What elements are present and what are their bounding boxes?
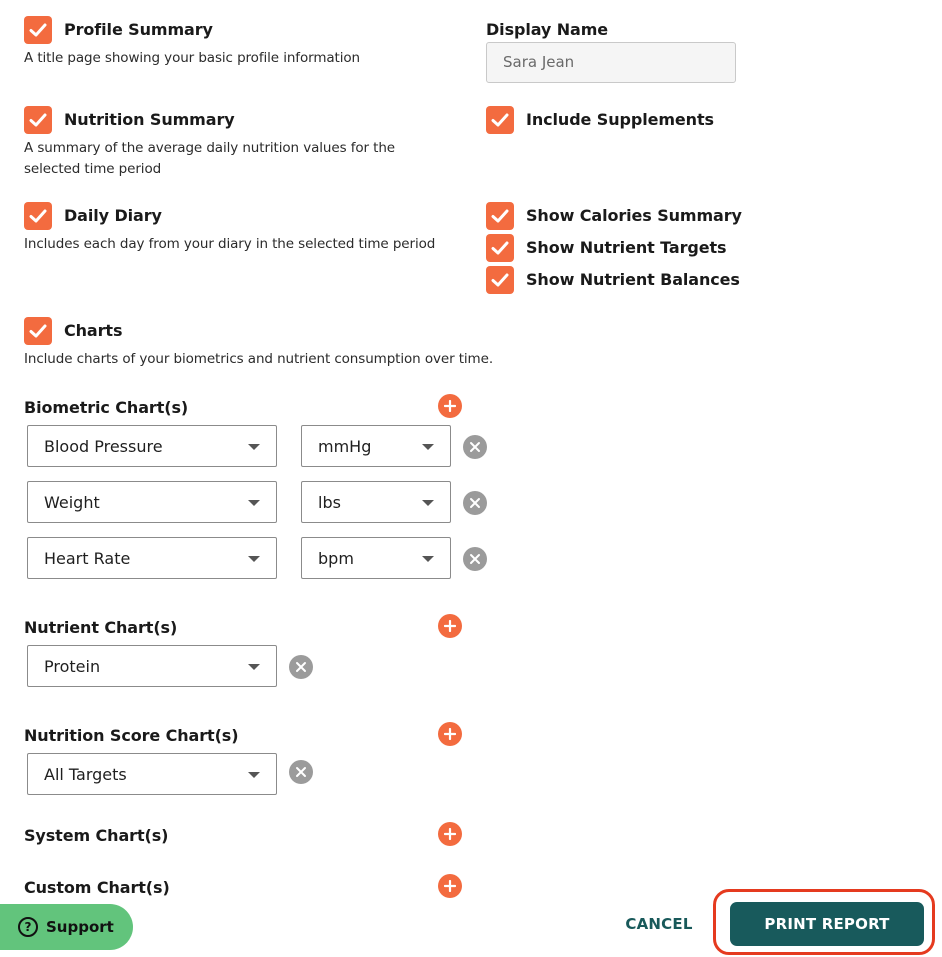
show-calories-summary-checkbox[interactable]	[486, 202, 514, 230]
show-nutrient-targets-label: Show Nutrient Targets	[526, 238, 727, 257]
display-name-input[interactable]: Sara Jean	[486, 42, 736, 83]
add-custom-chart-button[interactable]	[438, 874, 462, 898]
check-icon	[491, 112, 509, 128]
nutrition-summary-title: Nutrition Summary	[64, 110, 235, 129]
plus-icon	[444, 620, 456, 632]
plus-icon	[444, 828, 456, 840]
check-icon	[491, 272, 509, 288]
check-icon	[491, 240, 509, 256]
select-value: Heart Rate	[44, 548, 131, 568]
caret-down-icon	[248, 444, 260, 450]
plus-icon	[444, 880, 456, 892]
charts-title: Charts	[64, 321, 123, 340]
biometric-unit-select[interactable]	[301, 537, 451, 579]
plus-icon	[444, 400, 456, 412]
profile-summary-checkbox[interactable]	[24, 16, 52, 44]
add-nutrition-score-chart-button[interactable]	[438, 722, 462, 746]
daily-diary-checkbox[interactable]	[24, 202, 52, 230]
remove-biometric-chart-button[interactable]	[463, 491, 487, 515]
caret-down-icon	[422, 500, 434, 506]
include-supplements-checkbox[interactable]	[486, 106, 514, 134]
profile-summary-desc: A title page showing your basic profile information	[24, 50, 361, 66]
biometric-unit-select[interactable]	[301, 425, 451, 467]
close-icon	[469, 497, 481, 509]
charts-desc: Include charts of your biometrics and nutrient consumption over time.	[24, 351, 494, 367]
nutrient-select[interactable]	[27, 645, 277, 687]
check-icon	[29, 112, 47, 128]
caret-down-icon	[422, 556, 434, 562]
remove-biometric-chart-button[interactable]	[463, 547, 487, 571]
nutrient-charts-title: Nutrient Chart(s)	[24, 618, 178, 637]
caret-down-icon	[248, 772, 260, 778]
show-calories-summary-label: Show Calories Summary	[526, 206, 742, 225]
daily-diary-title: Daily Diary	[64, 206, 162, 225]
custom-charts-title: Custom Chart(s)	[24, 878, 170, 897]
plus-icon	[444, 728, 456, 740]
close-icon	[295, 661, 307, 673]
profile-summary-title: Profile Summary	[64, 20, 213, 39]
caret-down-icon	[248, 500, 260, 506]
system-charts-title: System Chart(s)	[24, 826, 169, 845]
check-icon	[29, 323, 47, 339]
close-icon	[295, 766, 307, 778]
remove-nutrition-score-chart-button[interactable]	[289, 760, 313, 784]
daily-diary-desc: Includes each day from your diary in the selected time period	[24, 236, 436, 252]
show-nutrient-balances-checkbox[interactable]	[486, 266, 514, 294]
print-report-button[interactable]: PRINT REPORT	[730, 902, 924, 946]
biometric-unit-select[interactable]	[301, 481, 451, 523]
biometric-charts-title: Biometric Chart(s)	[24, 398, 189, 417]
display-name-label: Display Name	[486, 20, 609, 39]
help-icon: ?	[18, 917, 38, 937]
caret-down-icon	[248, 556, 260, 562]
include-supplements-label: Include Supplements	[526, 110, 714, 129]
support-label: Support	[46, 918, 114, 936]
add-system-chart-button[interactable]	[438, 822, 462, 846]
select-value: lbs	[318, 492, 341, 512]
check-icon	[29, 208, 47, 224]
add-biometric-chart-button[interactable]	[438, 394, 462, 418]
select-value: All Targets	[44, 764, 127, 784]
select-value: mmHg	[318, 436, 372, 456]
caret-down-icon	[248, 664, 260, 670]
select-value: Weight	[44, 492, 100, 512]
close-icon	[469, 441, 481, 453]
remove-nutrient-chart-button[interactable]	[289, 655, 313, 679]
select-value: bpm	[318, 548, 354, 568]
check-icon	[29, 22, 47, 38]
caret-down-icon	[422, 444, 434, 450]
nutrition-score-select[interactable]	[27, 753, 277, 795]
cancel-button[interactable]: CANCEL	[625, 915, 693, 933]
nutrition-score-charts-title: Nutrition Score Chart(s)	[24, 726, 239, 745]
show-nutrient-targets-checkbox[interactable]	[486, 234, 514, 262]
biometric-metric-select[interactable]	[27, 481, 277, 523]
check-icon	[491, 208, 509, 224]
charts-checkbox[interactable]	[24, 317, 52, 345]
select-value: Blood Pressure	[44, 436, 163, 456]
support-button[interactable]	[0, 904, 133, 950]
biometric-metric-select[interactable]	[27, 537, 277, 579]
select-value: Protein	[44, 656, 101, 676]
nutrition-summary-checkbox[interactable]	[24, 106, 52, 134]
remove-biometric-chart-button[interactable]	[463, 435, 487, 459]
nutrition-summary-desc: A summary of the average daily nutrition values for the selected time period	[24, 140, 396, 177]
close-icon	[469, 553, 481, 565]
biometric-metric-select[interactable]	[27, 425, 277, 467]
add-nutrient-chart-button[interactable]	[438, 614, 462, 638]
show-nutrient-balances-label: Show Nutrient Balances	[526, 270, 740, 289]
